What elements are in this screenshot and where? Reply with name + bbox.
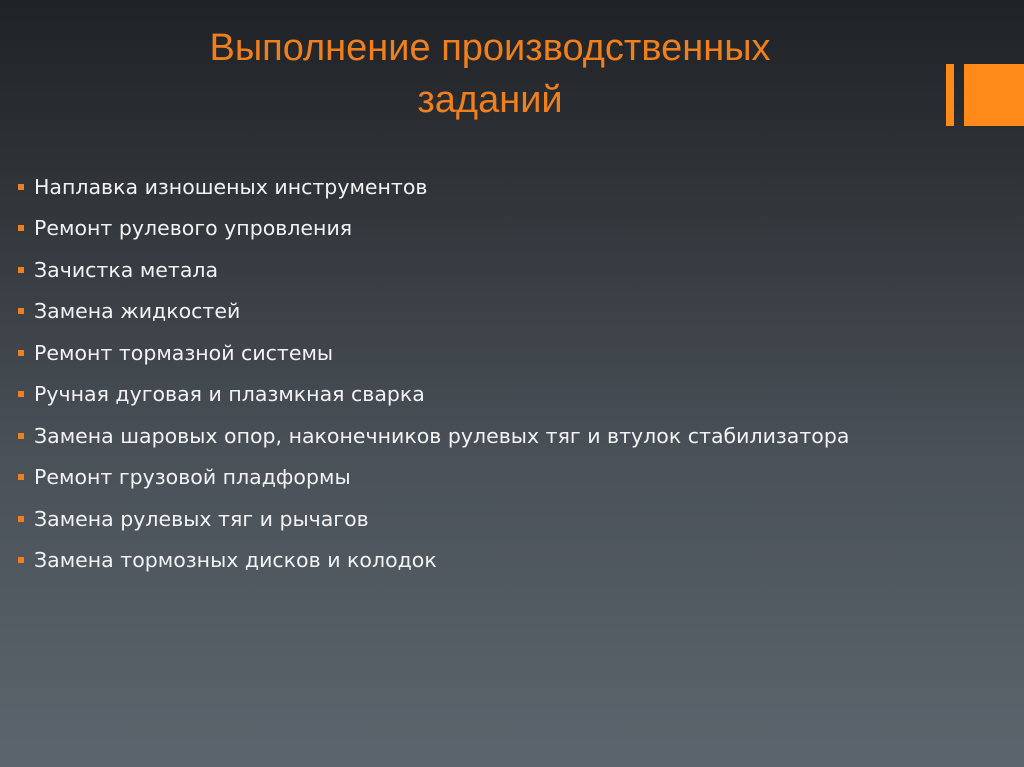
slide-title-line-1: Выполнение производственных bbox=[209, 27, 771, 69]
list-item bbox=[18, 332, 1008, 374]
list-item-text: Замена рулевых тяг и рычагов bbox=[34, 506, 369, 531]
bullet-square-icon bbox=[18, 184, 24, 190]
bullet-square-icon bbox=[18, 516, 24, 522]
list-item bbox=[18, 291, 1008, 333]
list-item bbox=[18, 415, 1008, 457]
bullet-list bbox=[18, 166, 1008, 581]
list-item bbox=[18, 249, 1008, 291]
bullet-square-icon bbox=[18, 225, 24, 231]
accent-bar-thin bbox=[946, 64, 954, 126]
list-item bbox=[18, 166, 1008, 208]
list-item bbox=[18, 498, 1008, 540]
list-item bbox=[18, 457, 1008, 499]
list-item bbox=[18, 208, 1008, 250]
list-item-text: Ремонт тормазной системы bbox=[34, 340, 334, 365]
list-item-text: Замена шаровых опор, наконечников рулевых тяг и втулок стабилизатора bbox=[34, 423, 850, 448]
list-item-text: Ручная дуговая и плазмкная сварка bbox=[34, 382, 425, 407]
slide-title-line-2: заданий bbox=[417, 79, 563, 121]
list-item-text: Ремонт грузовой пладформы bbox=[34, 465, 351, 490]
bullet-square-icon bbox=[18, 267, 24, 273]
list-item bbox=[18, 540, 1008, 582]
list-item-text: Замена тормозных дисков и колодок bbox=[34, 548, 437, 573]
bullet-square-icon bbox=[18, 308, 24, 314]
bullet-square-icon bbox=[18, 557, 24, 563]
list-item bbox=[18, 374, 1008, 416]
slide-title bbox=[120, 22, 860, 126]
bullet-square-icon bbox=[18, 391, 24, 397]
bullet-square-icon bbox=[18, 433, 24, 439]
list-item-text: Ремонт рулевого упровления bbox=[34, 216, 353, 241]
list-item-text: Наплавка изношеных инструментов bbox=[34, 174, 428, 199]
bullet-square-icon bbox=[18, 474, 24, 480]
accent-bar-thick bbox=[964, 64, 1024, 126]
list-item-text: Замена жидкостей bbox=[34, 299, 241, 324]
list-item-text: Зачистка метала bbox=[34, 257, 219, 282]
bullet-square-icon bbox=[18, 350, 24, 356]
